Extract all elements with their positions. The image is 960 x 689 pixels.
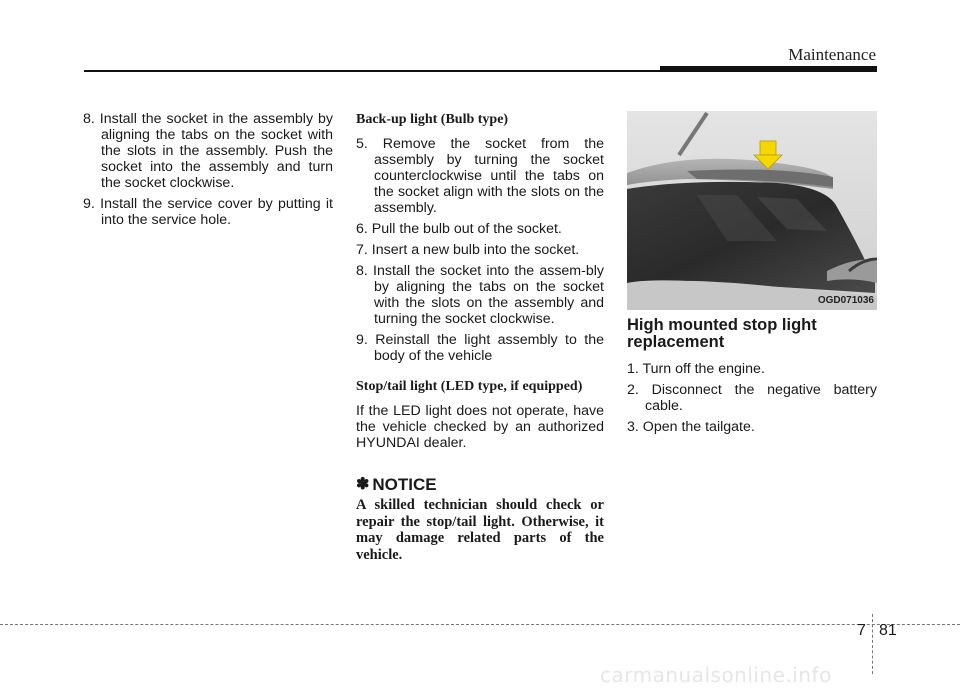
section-title: High mounted stop light replacement <box>627 316 817 351</box>
page-number-separator <box>872 614 874 674</box>
step-number: 9. <box>356 332 368 348</box>
step-text: Turn off the engine. <box>642 361 765 377</box>
notice-title <box>356 475 604 495</box>
step-number: 6. <box>356 221 368 237</box>
notice-asterisk-icon: ✽ <box>356 476 370 493</box>
step-item <box>627 361 877 377</box>
step-text: Open the tailgate. <box>642 419 755 435</box>
step-text: Pull the bulb out of the socket. <box>371 221 562 237</box>
step-item <box>83 196 333 228</box>
step-text: Install the socket in the assembly by aligning the tabs on the socket with the slots in the assembly. Push the socket into the assembly and turn the socket clockwise. <box>99 111 333 191</box>
stop-tail-light-text: If the LED light does not operate, have the vehicle checked by an authorized HYUNDAI dealer. <box>356 403 604 451</box>
step-text: Reinstall the light assembly to the body of the vehicle <box>374 332 604 364</box>
step-item <box>627 382 877 414</box>
column-2 <box>356 111 604 563</box>
step-item <box>356 263 604 327</box>
header-rule-accent <box>660 66 877 72</box>
step-text: Disconnect the negative battery cable. <box>645 382 877 414</box>
step-item <box>627 419 877 435</box>
step-number: 2. <box>627 382 639 398</box>
column-3 <box>627 111 877 440</box>
step-number: 1. <box>627 361 639 377</box>
watermark-text: carmanualsonline.info <box>600 663 832 687</box>
chapter-number: 7 <box>857 622 866 639</box>
step-number: 3. <box>627 419 639 435</box>
image-caption: OGD071036 <box>817 295 874 306</box>
step-item <box>356 136 604 216</box>
backup-light-heading: Back-up light (Bulb type) <box>356 112 509 127</box>
step-text: Install the service cover by putting it into the service hole. <box>100 196 333 228</box>
tailgate-illustration <box>627 111 877 310</box>
step-text: Remove the socket from the assembly by turning the socket counterclockwise until the tabs on the socket align with the slots on the assembly. <box>374 136 604 216</box>
section-header-title: Maintenance <box>788 45 876 64</box>
notice-label: NOTICE <box>372 475 437 494</box>
step-item <box>356 242 604 258</box>
step-number: 9. <box>83 196 95 212</box>
page-number: 81 <box>879 622 897 639</box>
notice-text: A skilled technician should check or repair the stop/tail light. Otherwise, it may damage related parts of the vehicle. <box>356 497 604 563</box>
footer-rule <box>0 624 960 625</box>
step-number: 8. <box>356 263 368 279</box>
tailgate-photo <box>627 111 877 310</box>
column-1 <box>83 111 333 233</box>
step-item <box>83 111 333 191</box>
step-number: 7. <box>356 242 368 258</box>
step-number: 5. <box>356 136 368 152</box>
step-text: Insert a new bulb into the socket. <box>371 242 580 258</box>
stop-tail-light-heading: Stop/tail light (LED type, if equipped) <box>356 379 583 394</box>
step-text: Install the socket into the assem-bly by aligning the tabs on the socket with the slots on the assembly and turning the socket clockwise. <box>373 263 604 327</box>
step-item <box>356 332 604 364</box>
step-number: 8. <box>83 111 95 127</box>
step-item <box>356 221 604 237</box>
